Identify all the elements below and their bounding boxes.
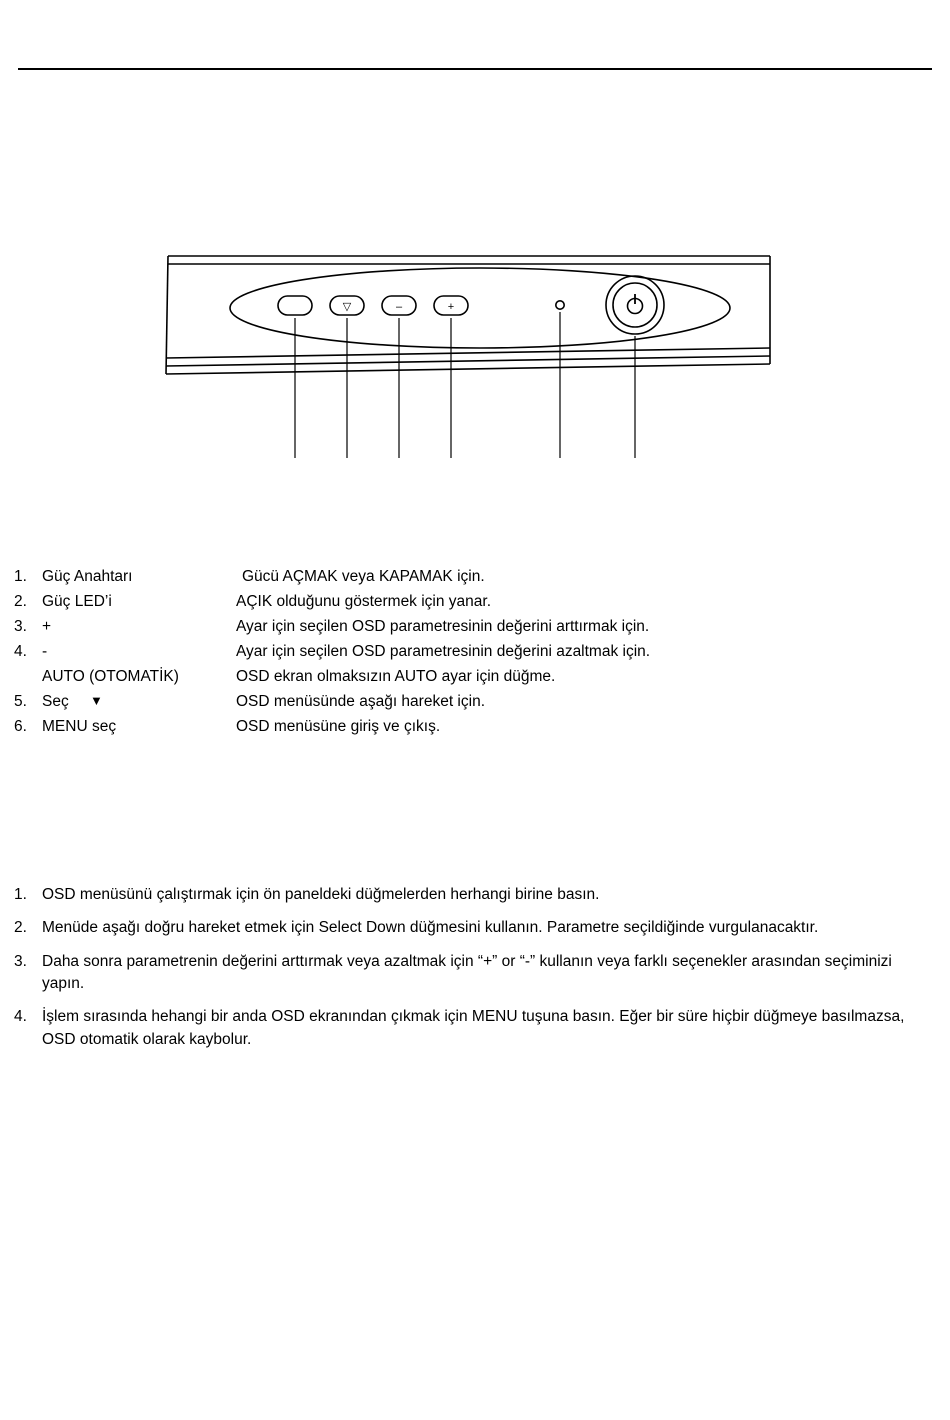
list-item	[14, 917, 926, 939]
list-item	[14, 951, 926, 996]
definition-row	[14, 566, 934, 588]
step-text: Menüde aşağı doğru hareket etmek için Select Down düğmesini kullanın. Parametre seçildiğinde vurgulanacaktır.	[42, 919, 819, 937]
list-item	[14, 884, 926, 906]
definition-number: 1.	[14, 568, 27, 585]
definition-description: Gücü AÇMAK veya KAPAMAK için.	[242, 568, 485, 585]
step-number: 1.	[14, 886, 27, 903]
definition-number: 3.	[14, 618, 27, 635]
definition-row	[14, 591, 934, 613]
definition-description: OSD menüsüne giriş ve çıkış.	[236, 718, 441, 735]
arrow-down-icon: ▼	[90, 693, 103, 708]
osd-instructions-list	[14, 884, 926, 1062]
bezel-bottom-line-3	[166, 364, 770, 374]
header-rule	[18, 68, 932, 70]
step-text: Daha sonra parametrenin değerini arttırmak veya azaltmak için “+” or “-” kullanın veya farklı seçenekler arasından seçiminizi yapın.	[42, 952, 892, 992]
definition-description: OSD ekran olmaksızın AUTO ayar için düğme.	[236, 668, 556, 685]
definition-row	[14, 716, 934, 738]
definition-term-label: Seç	[42, 693, 69, 710]
list-item	[14, 1006, 926, 1051]
definition-row	[14, 691, 934, 713]
power-switch-outer-ring	[606, 276, 664, 334]
definition-row	[14, 641, 934, 663]
definition-term: Güç Anahtarı	[42, 568, 133, 585]
select-down-glyph: ▽	[342, 301, 352, 313]
bezel-left-edge	[166, 256, 168, 374]
menu-button	[278, 296, 312, 315]
definition-number: 5.	[14, 693, 27, 710]
control-area-ellipse	[230, 268, 730, 348]
definition-row	[14, 616, 934, 638]
bezel-bottom-line-2	[166, 356, 770, 366]
definition-description: Ayar için seçilen OSD parametresinin değerini arttırmak için.	[236, 618, 650, 635]
step-number: 4.	[14, 1008, 27, 1026]
minus-glyph: –	[395, 301, 403, 313]
definition-term: AUTO (OTOMATİK)	[42, 668, 179, 685]
step-number: 2.	[14, 919, 27, 937]
definition-description: Ayar için seçilen OSD parametresinin değerini azaltmak için.	[236, 643, 651, 660]
definition-term: +	[42, 618, 52, 635]
definition-term	[42, 691, 236, 713]
definition-description: AÇIK olduğunu göstermek için yanar.	[236, 593, 492, 610]
definition-number: 6.	[14, 718, 27, 735]
control-definitions-list	[14, 566, 934, 741]
definition-number: 4.	[14, 643, 27, 660]
step-text: OSD menüsünü çalıştırmak için ön paneldeki düğmelerden herhangi birine basın.	[42, 886, 600, 903]
definition-term: Güç LED’i	[42, 593, 112, 610]
step-number: 3.	[14, 952, 27, 970]
definition-description: OSD menüsünde aşağı hareket için.	[236, 693, 485, 710]
bezel-bottom-line-1	[166, 348, 770, 358]
plus-glyph: +	[447, 301, 455, 313]
definition-term: -	[42, 643, 48, 660]
definition-number: 2.	[14, 593, 27, 610]
power-led-icon	[556, 301, 564, 309]
step-text: İşlem sırasında hehangi bir anda OSD ekranından çıkmak için MENU tuşuna basın. Eğer bir süre hiçbir düğmeye basılmazsa, OSD otomatik olarak kaybolur.	[42, 1008, 905, 1048]
monitor-front-panel-diagram	[150, 240, 800, 480]
power-switch-button	[613, 283, 657, 327]
definition-row	[14, 666, 934, 688]
definition-term: MENU seç	[42, 718, 117, 735]
